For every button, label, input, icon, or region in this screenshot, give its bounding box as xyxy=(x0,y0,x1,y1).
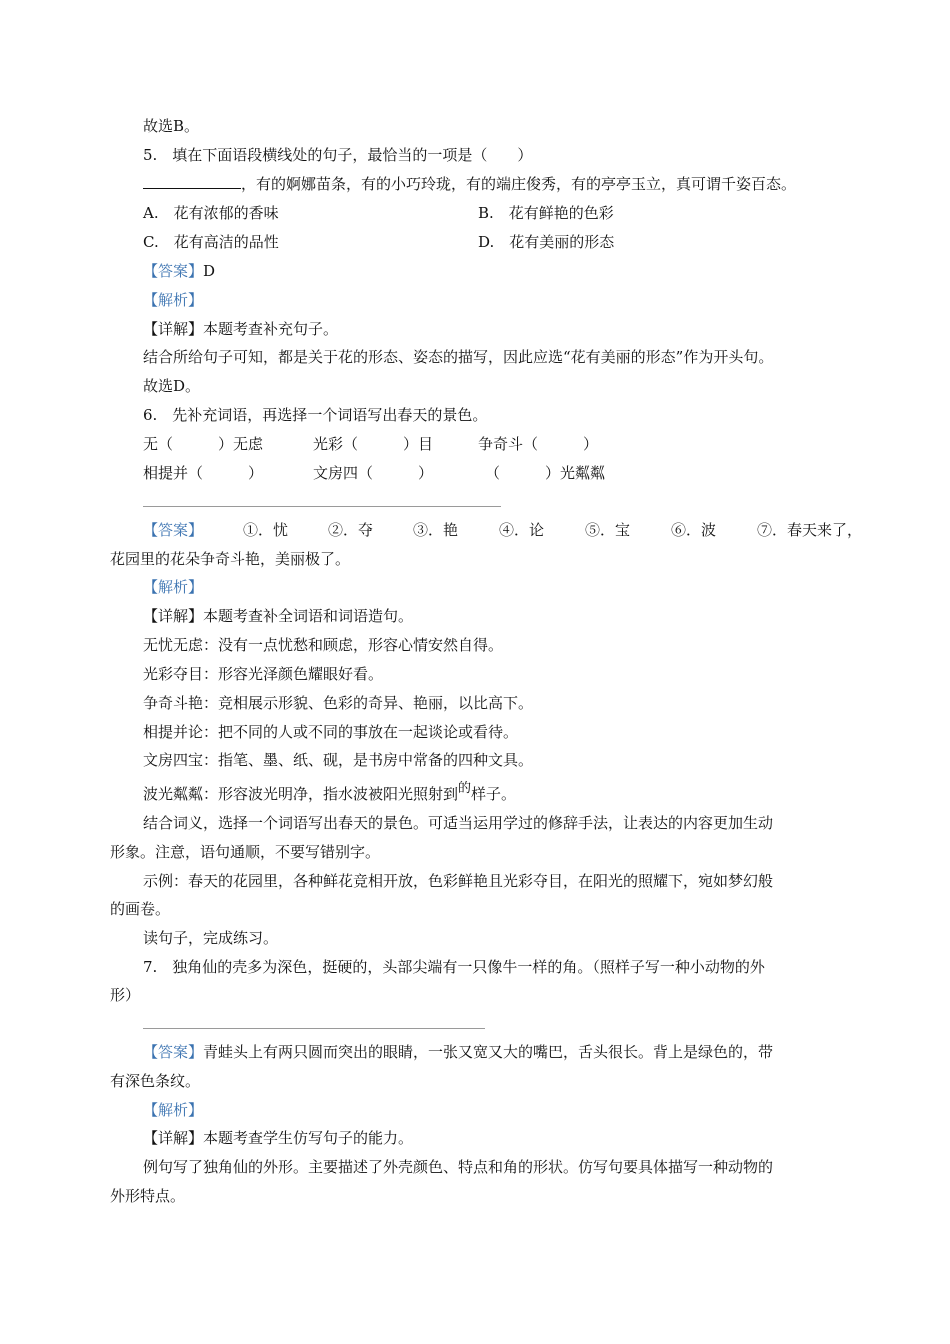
q6-def-6-sup: 的 xyxy=(458,781,472,796)
q6-answer-3: ③．艳 xyxy=(413,521,459,539)
section-instruction: 读句子，完成练习。 xyxy=(143,929,279,947)
q5-conclusion: 故选D。 xyxy=(143,377,201,395)
q5-blank-line xyxy=(143,174,241,189)
q6-item-4: 相提并（ ） xyxy=(143,464,264,482)
q6-def-1: 无忧无虑：没有一点忧愁和顾虑，形容心情安然自得。 xyxy=(143,636,504,654)
q7-explanation-2: 外形特点。 xyxy=(110,1187,186,1205)
q7-answer-text: 青蛙头上有两只圆而突出的眼睛，一张又宽又大的嘴巴，舌头很长。背上是绿色的，带 xyxy=(203,1043,774,1061)
q5-passage xyxy=(143,174,796,194)
q5-option-d: D. 花有美丽的形态 xyxy=(478,233,615,251)
q6-def-2: 光彩夺目：形容光泽颜色耀眼好看。 xyxy=(143,665,384,683)
q6-detail-text: 本题考查补全词语和词语造句。 xyxy=(203,607,414,625)
q5-detail-text: 本题考查补充句子。 xyxy=(203,320,339,338)
q6-answer-line xyxy=(143,506,501,507)
q6-answer-5: ⑤．宝 xyxy=(585,521,631,539)
q5-answer-value: D xyxy=(203,262,216,280)
q5-answer xyxy=(143,261,215,281)
q7-stem-1: 7. 独角仙的壳多为深色，挺硬的，头部尖端有一只像牛一样的角。（照样子写一种小动物的外 xyxy=(143,958,765,976)
answer-label: 【答案】 xyxy=(143,262,204,280)
q5-explanation: 结合所给句子可知，都是关于花的形态、姿态的描写，因此应选“花有美丽的形态”作为开头句。 xyxy=(143,348,774,366)
q5-option-a: A. 花有浓郁的香味 xyxy=(143,204,279,222)
q7-detail-text: 本题考查学生仿写句子的能力。 xyxy=(203,1129,414,1147)
q6-answer-6: ⑥．波 xyxy=(671,521,717,539)
q5-stem: 5. 填在下面语段横线处的句子，最恰当的一项是（ ） xyxy=(143,146,533,164)
q5-detail xyxy=(143,319,338,339)
q6-item-5: 文房四（ ） xyxy=(313,464,434,482)
q6-row2 xyxy=(143,463,605,483)
q6-answer-1: ①．忧 xyxy=(243,521,289,539)
q7-answer-2: 有深色条纹。 xyxy=(110,1072,201,1090)
q6-hint-1: 结合词义，选择一个词语写出春天的景色。可适当运用学过的修辞手法，让表达的内容更加生动 xyxy=(143,814,774,832)
q6-item-2: 光彩（ ）目 xyxy=(313,435,434,453)
q6-item-3: 争奇斗（ ） xyxy=(478,435,599,453)
q5-passage-text: ，有的婀娜苗条，有的小巧玲珑，有的端庄俊秀，有的亭亭玉立，真可谓千姿百态。 xyxy=(241,175,797,193)
q6-answer-7: ⑦．春天来了， xyxy=(757,521,863,539)
detail-label: 【详解】 xyxy=(143,607,204,625)
answer-label: 【答案】 xyxy=(143,521,204,539)
q7-detail xyxy=(143,1128,413,1148)
q6-def-6 xyxy=(143,781,517,806)
q6-row1 xyxy=(143,434,598,454)
q6-answer-continued: 花园里的花朵争奇斗艳，美丽极了。 xyxy=(110,550,351,568)
detail-label: 【详解】 xyxy=(143,1129,204,1147)
q6-answer-2: ②．夺 xyxy=(328,521,374,539)
q6-example-1: 示例：春天的花园里，各种鲜花竞相开放，色彩鲜艳且光彩夺目，在阳光的照耀下，宛如梦幻般 xyxy=(143,872,774,890)
q7-analysis-label: 【解析】 xyxy=(143,1101,204,1119)
q5-analysis-label: 【解析】 xyxy=(143,291,204,309)
q6-def-6-a: 波光粼粼：形容波光明净，指水波被阳光照射到 xyxy=(143,785,459,803)
q6-item-6: （ ）光粼粼 xyxy=(485,464,606,482)
q6-detail xyxy=(143,606,413,626)
q6-analysis-label: 【解析】 xyxy=(143,578,204,596)
q7-stem-2: 形） xyxy=(110,986,141,1004)
q7-answer-line xyxy=(143,1028,485,1029)
q6-answer xyxy=(143,520,862,540)
q5-option-c: C. 花有高洁的品性 xyxy=(143,233,279,251)
q6-def-4: 相提并论：把不同的人或不同的事放在一起谈论或看待。 xyxy=(143,723,519,741)
detail-label: 【详解】 xyxy=(143,320,204,338)
q7-explanation-1: 例句写了独角仙的外形。主要描述了外壳颜色、特点和角的形状。仿写句要具体描写一种动物的 xyxy=(143,1158,774,1176)
answer-label: 【答案】 xyxy=(143,1043,204,1061)
q6-example-2: 的画卷。 xyxy=(110,900,171,918)
q6-answer-4: ④．论 xyxy=(499,521,545,539)
conclusion-b: 故选B。 xyxy=(143,117,200,135)
q6-hint-2: 形象。注意，语句通顺，不要写错别字。 xyxy=(110,843,381,861)
q5-option-b: B. 花有鲜艳的色彩 xyxy=(478,204,614,222)
q6-item-1: 无（ ）无虑 xyxy=(143,435,264,453)
q6-def-6-b: 样子。 xyxy=(471,785,517,803)
q6-def-3: 争奇斗艳：竞相展示形貌、色彩的奇异、艳丽，以比高下。 xyxy=(143,694,534,712)
q6-stem: 6. 先补充词语，再选择一个词语写出春天的景色。 xyxy=(143,406,488,424)
q6-def-5: 文房四宝：指笔、墨、纸、砚，是书房中常备的四种文具。 xyxy=(143,751,534,769)
q7-answer-1 xyxy=(143,1042,773,1062)
